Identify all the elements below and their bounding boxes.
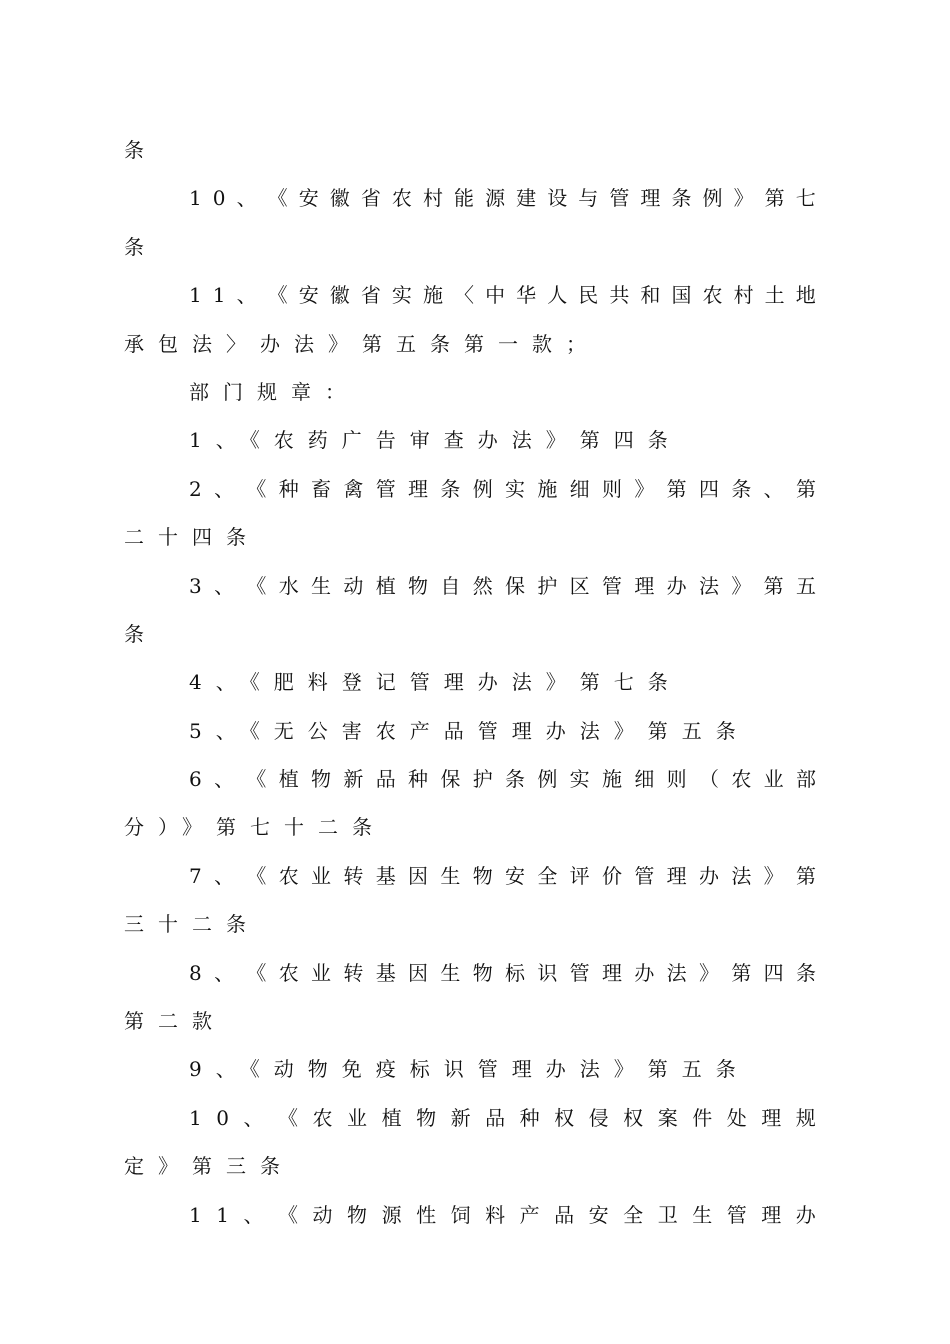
section-heading: 部门规章： (189, 379, 359, 404)
text-line: 第二款 (124, 1009, 226, 1034)
text-line: 9、《动物免疫标识管理办法》第五条 (189, 1057, 750, 1082)
text-line: 1 1 、 《 安 徽 省 实 施 〈 中 华 人 民 共 和 国 农 村 土 地 (189, 283, 816, 308)
text-line: 6 、 《 植 物 新 品 种 保 护 条 例 实 施 细 则 （ 农 业 部 (189, 767, 816, 792)
text-line: 二十四条 (124, 525, 260, 550)
text-line: 条 (124, 234, 158, 259)
document-body (124, 126, 816, 1239)
text-line: 定》第三条 (124, 1154, 294, 1179)
text-line: 1、《农药广告审查办法》第四条 (189, 428, 682, 453)
text-line: 条 (124, 621, 158, 646)
text-line: 1 1 、 《 动 物 源 性 饲 料 产 品 安 全 卫 生 管 理 办 (189, 1202, 816, 1227)
text-line: 2 、 《 种 畜 禽 管 理 条 例 实 施 细 则 》 第 四 条 、 第 (189, 476, 816, 501)
text-line: 条 (124, 138, 158, 162)
text-line: 8 、 《 农 业 转 基 因 生 物 标 识 管 理 办 法 》 第 四 条 (189, 960, 816, 985)
text-line: 1 0 、 《 安 徽 省 农 村 能 源 建 设 与 管 理 条 例 》 第 七 (189, 186, 816, 211)
text-line: 三十二条 (124, 912, 260, 937)
text-line: 1 0 、 《 农 业 植 物 新 品 种 权 侵 权 案 件 处 理 规 (189, 1105, 816, 1130)
text-line: 承包法〉办法》第五条第一款； (124, 331, 600, 356)
text-line: 7 、 《 农 业 转 基 因 生 物 安 全 评 价 管 理 办 法 》 第 (189, 863, 816, 888)
text-line: 3 、 《 水 生 动 植 物 自 然 保 护 区 管 理 办 法 》 第 五 (189, 573, 816, 598)
text-line: 分）》第七十二条 (124, 815, 386, 840)
text-line: 4、《肥料登记管理办法》第七条 (189, 670, 682, 695)
text-line: 5、《无公害农产品管理办法》第五条 (189, 718, 750, 743)
